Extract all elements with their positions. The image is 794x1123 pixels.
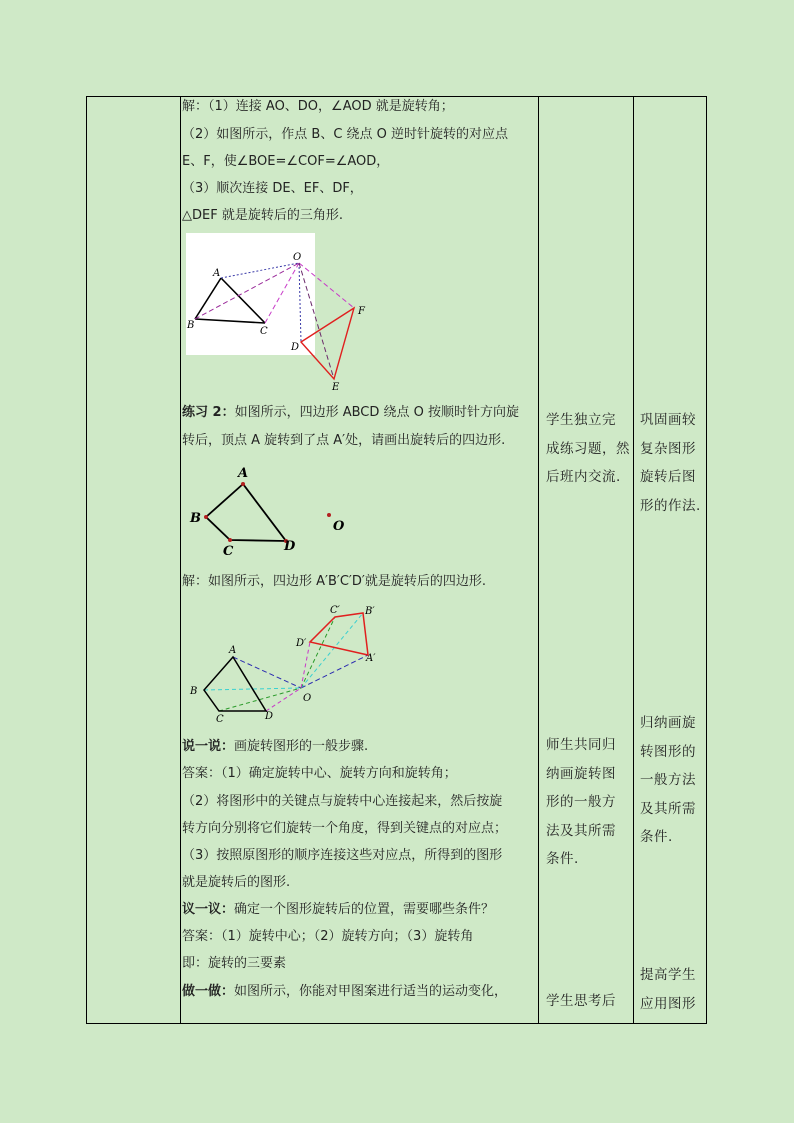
solution2-line: 解：如图所示，四边形 A′B′C′D′就是旋转后的四边形. (182, 574, 486, 589)
label-D: D (291, 342, 300, 353)
label-B-prime: B′ (365, 606, 375, 617)
discuss-line (182, 896, 494, 924)
label-D-prime: D′ (296, 638, 307, 649)
solution1-line1: 解：（1）连接 AO、DO，∠AOD 就是旋转角； (182, 99, 454, 114)
purpose-line: 条件. (640, 829, 673, 845)
point-A (241, 482, 245, 486)
label-A: A (213, 268, 221, 279)
student-activity-line: 法及其所需 (546, 822, 616, 839)
say-answer-line5: 就是旋转后的图形. (182, 875, 291, 890)
purpose-line: 提高学生 (640, 967, 696, 983)
purpose-2 (640, 709, 696, 852)
purpose-line: 形的作法. (640, 497, 701, 514)
exercise2-label: 练习 2： (182, 405, 235, 420)
quadrilateral-ABCD (204, 657, 266, 711)
segment-OA-prime (301, 655, 368, 688)
solution1-line4: （3）顺次连接 DE、EF、DF， (182, 181, 363, 196)
label-A: A (238, 466, 249, 481)
label-A-prime: A′ (366, 653, 376, 664)
quadrilateral-ABCD (206, 484, 286, 541)
say-answer-line2: （2）将图形中的关键点与旋转中心连接起来，然后按旋 (182, 794, 503, 809)
do-line (182, 978, 507, 1006)
say-answer-line4: （3）按照原图形的顺序连接这些对应点，所得到的图形 (182, 848, 503, 863)
point-B (204, 515, 208, 519)
purpose-line: 应用图形 (640, 995, 696, 1012)
label-C: C (216, 714, 224, 725)
label-E: E (332, 382, 340, 393)
label-B: B (187, 320, 195, 331)
purpose-3 (640, 961, 696, 1018)
quadrilateral-A-prime-B-prime-C-prime-D-prime (310, 613, 368, 655)
discuss-label: 议一议： (182, 902, 235, 917)
student-activity-line: 条件. (546, 851, 579, 867)
say-label: 说一说： (182, 739, 235, 754)
student-activity-line: 形的一般方 (546, 794, 616, 810)
lesson-table (86, 96, 707, 1024)
figure-quadrilateral-abcd (186, 462, 356, 562)
purpose-line: 转图形的 (640, 743, 696, 760)
column-divider (633, 97, 634, 1023)
student-activity-3 (546, 987, 616, 1016)
student-activity-line: 后班内交流. (546, 469, 621, 485)
say-answer-line1: 答案：（1）确定旋转中心、旋转方向和旋转角； (182, 766, 457, 781)
exercise2-text: 如图所示，四边形 ABCD 绕点 O 按顺时针方向旋 (234, 405, 520, 420)
do-text: 如图所示，你能对甲图案进行适当的运动变化， (234, 984, 508, 999)
column-divider (538, 97, 539, 1023)
student-activity-line: 纳画旋转图 (546, 765, 616, 782)
discuss-text: 确定一个图形旋转后的位置，需要哪些条件？ (234, 902, 495, 917)
student-activity-line: 学生独立完 (546, 412, 616, 428)
say-answer-line3: 转方向分别将它们旋转一个角度，得到关键点的对应点； (182, 821, 508, 836)
solution1-line2: （2）如图所示，作点 B、C 绕点 O 逆时针旋转的对应点 (182, 127, 509, 142)
solution1-line5: △DEF 就是旋转后的三角形. (182, 208, 343, 223)
figure-rotated-quadrilateral (186, 600, 386, 725)
figure-rotation-triangle (186, 233, 386, 398)
discuss-answer-line2: 即：旋转的三要素 (182, 956, 287, 971)
purpose-line: 及其所需 (640, 800, 696, 817)
student-activity-line: 师生共同归 (546, 737, 616, 753)
label-O: O (293, 252, 302, 263)
label-C: C (223, 544, 234, 559)
label-D: D (265, 711, 274, 722)
label-O: O (303, 693, 312, 704)
label-B: B (190, 511, 201, 526)
exercise2-line2: 转后，顶点 A 旋转到了点 A′处，请画出旋转后的四边形. (182, 433, 506, 448)
label-O: O (333, 519, 345, 534)
student-activity-1 (546, 406, 630, 492)
purpose-line: 一般方法 (640, 772, 696, 788)
purpose-line: 复杂图形 (640, 440, 696, 457)
label-C-prime: C′ (330, 605, 340, 616)
label-B: B (190, 686, 198, 697)
purpose-line: 归纳画旋 (640, 715, 696, 731)
do-label: 做一做： (182, 984, 235, 999)
student-activity-line: 成练习题，然 (546, 440, 630, 457)
purpose-1 (640, 406, 701, 520)
column-divider (180, 97, 181, 1023)
point-C (228, 538, 232, 542)
student-activity-2 (546, 731, 616, 874)
purpose-line: 旋转后图 (640, 469, 696, 485)
say-line (182, 733, 368, 761)
exercise2-line1 (182, 399, 519, 427)
student-activity-line: 学生思考后 (546, 993, 616, 1009)
label-A: A (229, 645, 237, 656)
point-O (327, 513, 331, 517)
solution1-line3: E、F，使∠BOE=∠COF=∠AOD， (182, 154, 390, 169)
segment-DO (266, 688, 301, 711)
label-C: C (260, 326, 268, 337)
purpose-line: 巩固画较 (640, 412, 696, 428)
say-text: 画旋转图形的一般步骤. (234, 739, 369, 754)
label-D: D (284, 539, 296, 554)
label-F: F (358, 306, 365, 317)
segment-CO (219, 688, 301, 711)
discuss-answer-line1: 答案：（1）旋转中心；（2）旋转方向；（3）旋转角 (182, 929, 474, 944)
